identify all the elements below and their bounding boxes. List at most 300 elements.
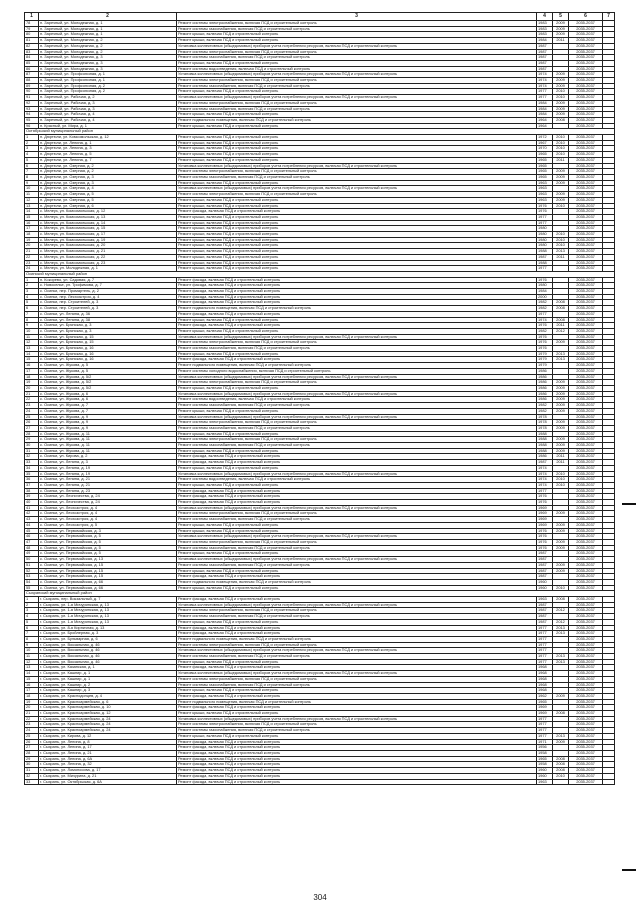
row-work-type: Ремонт системы водоотведения, включая ПСД и строительный контроль <box>177 397 537 403</box>
row-year-built: 1974 <box>537 317 553 323</box>
row-address: с. Осинки, ул. Жукова, д. 5/2 <box>39 374 177 380</box>
row-work-type: Ремонт системы газоснабжения, включая ПСД и строительный контроль <box>177 83 537 89</box>
row-year-built: 1977 <box>537 266 553 272</box>
row-address: п. Заречный, ул. Рабочая, д. 4 <box>39 112 177 118</box>
row-planned-period: 2035-2037 <box>569 146 603 152</box>
row-number: 44 <box>25 522 39 528</box>
row-work-type: Ремонт фасада, включая ПСД и строительный контроль <box>177 756 537 762</box>
row-number: 8 <box>25 636 39 642</box>
row-work-type: Ремонт системы газоснабжения, включая ПСД и строительный контроль <box>177 562 537 568</box>
row-year-built: 1965 <box>537 174 553 180</box>
row-year-built: 1965 <box>537 163 553 169</box>
row-address: с. Осинки, ул. Первомайская, д. 5 <box>39 545 177 551</box>
row-planned-period: 2035-2037 <box>569 340 603 346</box>
row-year-repair: 2008 <box>553 762 569 768</box>
row-work-type: Установка коллективных (общедомовых) приборов учета потребления ресурсов, включая ПСД и строительный контроль <box>177 186 537 192</box>
row-work-type: Ремонт фасада, включая ПСД и строительный контроль <box>177 762 537 768</box>
row-planned-period: 2035-2037 <box>569 414 603 420</box>
row-year-built: 1982 <box>537 306 553 312</box>
row-year-repair: 2013 <box>553 659 569 665</box>
row-year-repair: 2010 <box>553 146 569 152</box>
row-address: с. Осинки, ул. Жукова, д. 6 <box>39 397 177 403</box>
row-address: с. Осинки, пер. Лесхозстроя, д. 4 <box>39 294 177 300</box>
row-year-repair: 2012 <box>553 608 569 614</box>
row-planned-period: 2035-2037 <box>569 722 603 728</box>
row-address: п. Дюртюли, ул. Озерная, д. 5 <box>39 197 177 203</box>
row-year-built: 1971 <box>537 739 553 745</box>
row-work-type: Ремонт крыши, включая ПСД и строительный контроль <box>177 249 537 255</box>
row-work-type: Ремонт подвального помещения, включая ПСД и строительный контроль <box>177 363 537 369</box>
row-year-built: 1977 <box>537 214 553 220</box>
row-planned-period: 2035-2037 <box>569 32 603 38</box>
row-planned-period: 2035-2037 <box>569 654 603 660</box>
row-work-type: Ремонт подвального помещения, включая ПСД и строительный контроль <box>177 306 537 312</box>
row-planned-period: 2035-2037 <box>569 374 603 380</box>
row-number: 33 <box>25 460 39 466</box>
row-work-type: Ремонт системы газоснабжения, включая ПСД и строительный контроль <box>177 106 537 112</box>
row-year-built: 1979 <box>537 351 553 357</box>
row-year-built: 1958 <box>537 762 553 768</box>
row-year-repair: 2010 <box>553 95 569 101</box>
row-address: г. Сызрань, ул. Вокзальная, д. 46 <box>39 659 177 665</box>
row-address: г. Сызрань, ул. Ленина, д. 21 <box>39 751 177 757</box>
row-work-type: Ремонт системы электроснабжения, включая ПСД и строительный контроль <box>177 192 537 198</box>
row-planned-period: 2035-2037 <box>569 21 603 27</box>
row-year-repair: 2009 <box>553 112 569 118</box>
row-year-repair: 2008 <box>553 756 569 762</box>
row-address: с. Осинки, ул. Брянская, д. 16 <box>39 351 177 357</box>
row-year-built: 1987 <box>537 568 553 574</box>
row-planned-period: 2035-2037 <box>569 357 603 363</box>
row-year-built: 1987 <box>537 562 553 568</box>
row-number: 47 <box>25 539 39 545</box>
row-number: 26 <box>25 739 39 745</box>
row-address: с. Осинки, ул. Жукова, д. 5/2 <box>39 386 177 392</box>
row-planned-period: 2035-2037 <box>569 500 603 506</box>
row-number: 89 <box>25 83 39 89</box>
row-planned-period: 2035-2037 <box>569 471 603 477</box>
row-address: г. Сызрань, ул. 1-я Мичуринская, д. 13 <box>39 608 177 614</box>
row-planned-period: 2035-2037 <box>569 551 603 557</box>
row-year-built: 1987 <box>537 574 553 580</box>
row-planned-period: 2035-2037 <box>569 203 603 209</box>
row-planned-period: 2035-2037 <box>569 608 603 614</box>
row-number: 2 <box>25 140 39 146</box>
row-planned-period: 2035-2037 <box>569 568 603 574</box>
row-work-type: Ремонт фасада, включая ПСД и строительный контроль <box>177 705 537 711</box>
row-planned-period: 2035-2037 <box>569 83 603 89</box>
row-address: с. Осинки, ул. Лесничества, д. 24 <box>39 494 177 500</box>
row-year-built: 1960 <box>537 585 553 591</box>
row-planned-period: 2035-2037 <box>569 106 603 112</box>
row-address: п. Дюртюли, ул. Ленина, д. 7 <box>39 157 177 163</box>
row-number: 27 <box>25 745 39 751</box>
row-year-built: 1964 <box>537 117 553 123</box>
page-number: 304 <box>313 893 327 902</box>
row-year-repair: 2009 <box>553 522 569 528</box>
row-planned-period: 2035-2037 <box>569 465 603 471</box>
row-address: г. Сызрань, ул. Красноармейская, д. 24 <box>39 716 177 722</box>
row-planned-period: 2035-2037 <box>569 505 603 511</box>
row-planned-period: 2035-2037 <box>569 72 603 78</box>
row-address: с. Осинки, ул. Жукова, д. 7 <box>39 403 177 409</box>
row-year-repair: 2009 <box>553 380 569 386</box>
row-planned-period: 2035-2037 <box>569 49 603 55</box>
row-year-repair: 2010 <box>553 203 569 209</box>
row-year-built: 1982 <box>537 408 553 414</box>
row-work-type: Ремонт фасада, включая ПСД и строительный контроль <box>177 779 537 785</box>
row-number: 9 <box>25 642 39 648</box>
row-number: 21 <box>25 391 39 397</box>
row-year-repair: 2008 <box>553 317 569 323</box>
row-work-type: Ремонт крыши, включая ПСД и строительный контроль <box>177 733 537 739</box>
row-planned-period: 2035-2037 <box>569 306 603 312</box>
row-year-built: 1986 <box>537 397 553 403</box>
row-planned-period: 2035-2037 <box>569 534 603 540</box>
row-year-built: 1977 <box>537 654 553 660</box>
row-address: с. Осинки, ул. Брянская, д. 3 <box>39 323 177 329</box>
row-number: 51 <box>25 562 39 568</box>
row-planned-period: 2035-2037 <box>569 197 603 203</box>
row-number: 24 <box>25 408 39 414</box>
row-number: 96 <box>25 123 39 129</box>
row-address: с. Осинки, ул. Жукова, д. 5 <box>39 368 177 374</box>
row-address: с. Мелеуз, ул. Комсомольская, д. 14 <box>39 220 177 226</box>
row-work-type: Ремонт фасада, включая ПСД и строительный контроль <box>177 209 537 215</box>
row-planned-period: 2035-2037 <box>569 135 603 141</box>
row-year-repair: 2009 <box>553 78 569 84</box>
row-year-built: 1974 <box>537 465 553 471</box>
row-year-built: 1986 <box>537 386 553 392</box>
row-work-type: Ремонт фасада, включая ПСД и строительный контроль <box>177 773 537 779</box>
row-work-type: Ремонт системы газоснабжения, включая ПСД и строительный контроль <box>177 614 537 620</box>
row-planned-period: 2035-2037 <box>569 602 603 608</box>
row-work-type: Ремонт системы электроснабжения, включая ПСД и строительный контроль <box>177 722 537 728</box>
row-address: с. Мелеуз, ул. Комсомольская, д. 21 <box>39 249 177 255</box>
row-planned-period: 2035-2037 <box>569 351 603 357</box>
row-work-type: Ремонт крыши, включая ПСД и строительный контроль <box>177 448 537 454</box>
row-number: 29 <box>25 437 39 443</box>
row-year-built: 1967 <box>537 140 553 146</box>
row-address: с. Мелеуз, ул. Комсомольская, д. 23 <box>39 260 177 266</box>
row-number: 48 <box>25 545 39 551</box>
row-address: г. Сызрань, ул. Вокзальная, д. 46 <box>39 648 177 654</box>
row-year-built: 1976 <box>537 539 553 545</box>
row-work-type: Ремонт системы газоснабжения, включая ПСД и строительный контроль <box>177 174 537 180</box>
row-year-built: 1979 <box>537 357 553 363</box>
row-work-type: Ремонт системы электроснабжения, включая ПСД и строительный контроль <box>177 21 537 27</box>
row-planned-period: 2035-2037 <box>569 334 603 340</box>
row-number: 12 <box>25 340 39 346</box>
row-year-repair: 2009 <box>553 72 569 78</box>
row-year-built: 1977 <box>537 728 553 734</box>
row-year-repair: 2013 <box>553 654 569 660</box>
row-work-type: Ремонт крыши, включая ПСД и строительный контроль <box>177 266 537 272</box>
row-planned-period: 2035-2037 <box>569 585 603 591</box>
row-address: п. Заречный, ул. Молодежная, д. 3 <box>39 66 177 72</box>
row-address: с. Осинки, ул. Лесничества, д. 24 <box>39 500 177 506</box>
row-work-type: Ремонт крыши, включая ПСД и строительный контроль <box>177 123 537 129</box>
row-planned-period: 2035-2037 <box>569 243 603 249</box>
row-address: с. Осинки, ул. Жукова, д. 5/2 <box>39 380 177 386</box>
row-planned-period: 2035-2037 <box>569 522 603 528</box>
row-address: с. Осинки, ул. Лесхозстроя, д. 5 <box>39 522 177 528</box>
row-work-type: Ремонт фасада, включая ПСД и строительный контроль <box>177 357 537 363</box>
row-address: п. Заречный, ул. Молодежная, д. 3 <box>39 55 177 61</box>
row-work-type: Ремонт крыши, включая ПСД и строительный контроль <box>177 431 537 437</box>
row-work-type: Ремонт фасада, включая ПСД и строительный контроль <box>177 311 537 317</box>
row-year-built: 1977 <box>537 488 553 494</box>
row-planned-period: 2035-2037 <box>569 323 603 329</box>
row-work-type: Ремонт системы газоснабжения, включая ПСД и строительный контроль <box>177 55 537 61</box>
row-number: 12 <box>25 659 39 665</box>
row-address: с. Осинки, ул. Первомайская, д. 13 <box>39 557 177 563</box>
row-work-type: Ремонт системы газоснабжения, включая ПСД и строительный контроль <box>177 728 537 734</box>
row-year-built: 1987 <box>537 460 553 466</box>
row-planned-period: 2035-2037 <box>569 408 603 414</box>
row-address: с. Осинки, ул. Ленина, д. 19 <box>39 471 177 477</box>
row-work-type: Ремонт системы электроснабжения, включая ПСД и строительный контроль <box>177 78 537 84</box>
row-number: 83 <box>25 49 39 55</box>
section-title: Октябрьский муниципальный район <box>25 129 615 135</box>
row-work-type: Ремонт фасада, включая ПСД и строительный контроль <box>177 751 537 757</box>
row-address: г. Сызрань, ул. Кирова, д. 12 <box>39 733 177 739</box>
row-address: с. Мелеуз, ул. Молодежная, д. 1 <box>39 266 177 272</box>
row-work-type: Ремонт крыши, включая ПСД и строительный контроль <box>177 226 537 232</box>
row-planned-period: 2035-2037 <box>569 117 603 123</box>
row-work-type: Установка коллективных (общедомовых) приборов учета потребления ресурсов, включая ПСД и строительный контроль <box>177 648 537 654</box>
row-planned-period: 2035-2037 <box>569 226 603 232</box>
row-planned-period: 2035-2037 <box>569 517 603 523</box>
row-year-built: 1984 <box>537 289 553 295</box>
row-year-built: 1986 <box>537 391 553 397</box>
row-work-type: Ремонт системы газоснабжения, включая ПСД и строительный контроль <box>177 26 537 32</box>
row-number: 87 <box>25 72 39 78</box>
row-year-repair: 2009 <box>553 386 569 392</box>
row-planned-period: 2035-2037 <box>569 311 603 317</box>
row-address: г. Сызрань, ул. 1-я Мичуринская, д. 13 <box>39 614 177 620</box>
row-work-type: Установка коллективных (общедомовых) приборов учета потребления ресурсов, включая ПСД и строительный контроль <box>177 391 537 397</box>
row-planned-period: 2035-2037 <box>569 386 603 392</box>
row-planned-period: 2035-2037 <box>569 443 603 449</box>
row-number: 80 <box>25 32 39 38</box>
row-year-repair: 2008 <box>553 117 569 123</box>
row-year-repair: 2009 <box>553 528 569 534</box>
row-number: 3 <box>25 289 39 295</box>
row-number: 38 <box>25 488 39 494</box>
row-year-repair: 2009 <box>553 83 569 89</box>
row-planned-period: 2035-2037 <box>569 511 603 517</box>
row-address: г. Сызрань, ул. Красноармейская, д. 6 <box>39 699 177 705</box>
row-year-repair: 2009 <box>553 32 569 38</box>
row-work-type: Ремонт системы электроснабжения, включая ПСД и строительный контроль <box>177 676 537 682</box>
row-year-built: 1977 <box>537 733 553 739</box>
row-number: 1 <box>25 597 39 603</box>
row-number: 6 <box>25 163 39 169</box>
row-year-repair: 2013 <box>553 625 569 631</box>
row-planned-period: 2035-2037 <box>569 254 603 260</box>
row-year-built: 1977 <box>537 642 553 648</box>
row-number: 94 <box>25 112 39 118</box>
row-year-repair: 2010 <box>553 773 569 779</box>
row-number: 30 <box>25 443 39 449</box>
row-number: 10 <box>25 328 39 334</box>
row-work-type: Ремонт подвального помещения, включая ПСД и строительный контроль <box>177 636 537 642</box>
row-year-built: 1988 <box>537 431 553 437</box>
row-year-repair: 2012 <box>553 328 569 334</box>
row-planned-period: 2035-2037 <box>569 186 603 192</box>
row-planned-period: 2035-2037 <box>569 214 603 220</box>
row-number: 7 <box>25 169 39 175</box>
row-work-type: Ремонт крыши, включая ПСД и строительный контроль <box>177 386 537 392</box>
row-year-repair: 2010 <box>553 482 569 488</box>
row-work-type: Ремонт системы электроснабжения, включая ПСД и строительный контроль <box>177 539 537 545</box>
row-number: 31 <box>25 768 39 774</box>
row-work-type: Ремонт фасада, включая ПСД и строительный контроль <box>177 300 537 306</box>
row-address: г. Сызрань, ул. Ломоносова, д. 17 <box>39 768 177 774</box>
row-address: г. Сызрань, ул. Бульварная, д. 6 <box>39 636 177 642</box>
row-year-built: 1962 <box>537 693 553 699</box>
row-year-built: 1963 <box>537 779 553 785</box>
row-number: 95 <box>25 117 39 123</box>
row-work-type: Ремонт фасада, включая ПСД и строительный контроль <box>177 294 537 300</box>
row-work-type: Ремонт крыши, включая ПСД и строительный контроль <box>177 619 537 625</box>
row-address: с. Осинки, ул. Жукова, д. 9 <box>39 425 177 431</box>
margin-mark <box>622 869 636 871</box>
row-year-repair: 2009 <box>553 106 569 112</box>
row-year-built: 1982 <box>537 328 553 334</box>
row-year-repair: 2008 <box>553 768 569 774</box>
row-year-built: 1977 <box>537 220 553 226</box>
row-planned-period: 2035-2037 <box>569 699 603 705</box>
row-year-built: 1983 <box>537 21 553 27</box>
row-work-type: Ремонт крыши, включая ПСД и строительный контроль <box>177 214 537 220</box>
row-number: 25 <box>25 733 39 739</box>
row-year-built: 1976 <box>537 203 553 209</box>
row-number: 29 <box>25 756 39 762</box>
row-address: п. Заречный, ул. Рабочая, д. 4 <box>39 117 177 123</box>
row-work-type: Ремонт системы электроснабжения, включая ПСД и строительный контроль <box>177 420 537 426</box>
row-number: 81 <box>25 38 39 44</box>
row-address: с. Осинки, ул. Жукова, д. 11 <box>39 443 177 449</box>
row-year-repair: 2012 <box>553 619 569 625</box>
row-number: 19 <box>25 699 39 705</box>
row-year-built: 1976 <box>537 534 553 540</box>
row-work-type: Ремонт крыши, включая ПСД и строительный контроль <box>177 135 537 141</box>
row-work-type: Ремонт системы газоснабжения, включая ПСД и строительный контроль <box>177 682 537 688</box>
row-number: 36 <box>25 477 39 483</box>
row-work-type: Установка коллективных (общедомовых) приборов учета потребления ресурсов, включая ПСД и строительный контроль <box>177 716 537 722</box>
row-address: с. Осинки, ул. Первомайская, д. 66 <box>39 585 177 591</box>
row-year-built: 1977 <box>537 648 553 654</box>
row-number: 21 <box>25 249 39 255</box>
row-work-type: Ремонт фасада, включая ПСД и строительный контроль <box>177 574 537 580</box>
row-address: с. Осинки, ул. Брянская, д. 15 <box>39 340 177 346</box>
row-work-type: Ремонт системы газоснабжения, включая ПСД и строительный контроль <box>177 517 537 523</box>
row-year-built: 1970 <box>537 146 553 152</box>
row-number: 9 <box>25 323 39 329</box>
row-number: 93 <box>25 106 39 112</box>
row-year-repair: 2009 <box>553 448 569 454</box>
row-number: 22 <box>25 254 39 260</box>
row-number: 6 <box>25 625 39 631</box>
row-year-repair: 2009 <box>553 739 569 745</box>
row-year-built: 1976 <box>537 277 553 283</box>
row-work-type: Ремонт крыши, включая ПСД и строительный контроль <box>177 232 537 238</box>
row-planned-period: 2035-2037 <box>569 157 603 163</box>
row-number: 17 <box>25 226 39 232</box>
row-address: с. Осинки, ул. Первомайская, д. 15 <box>39 568 177 574</box>
row-number: 53 <box>25 574 39 580</box>
row-number: 18 <box>25 374 39 380</box>
row-address: г. Сызрань, ул. Красноармейская, д. 24 <box>39 722 177 728</box>
row-number: 82 <box>25 43 39 49</box>
row-address: п. Заречный, ул. Молодежная, д. 1 <box>39 32 177 38</box>
row-year-repair: 2009 <box>553 192 569 198</box>
row-year-built: 1980 <box>537 237 553 243</box>
row-work-type: Установка коллективных (общедомовых) приборов учета потребления ресурсов, включая ПСД и строительный контроль <box>177 414 537 420</box>
row-address: с. Мелеуз, ул. Комсомольская, д. 13 <box>39 214 177 220</box>
row-address: с. Осинки, ул. Первомайская, д. 5 <box>39 534 177 540</box>
row-planned-period: 2035-2037 <box>569 152 603 158</box>
row-address: п. Дюртюли, ул. Комсомольская, д. 12 <box>39 135 177 141</box>
header-col-6: 6 <box>569 13 603 21</box>
row-planned-period: 2035-2037 <box>569 403 603 409</box>
row-planned-period: 2035-2037 <box>569 739 603 745</box>
row-number: 12 <box>25 197 39 203</box>
row-address: с. Осинки, ул. Брянская, д. 16 <box>39 357 177 363</box>
row-address: п. Заречный, ул. Молодежная, д. 2 <box>39 49 177 55</box>
row-planned-period: 2035-2037 <box>569 317 603 323</box>
table-row <box>25 779 615 785</box>
row-work-type: Ремонт системы электроснабжения, включая ПСД и строительный контроль <box>177 380 537 386</box>
row-number: 78 <box>25 21 39 27</box>
row-planned-period: 2035-2037 <box>569 659 603 665</box>
row-number: 34 <box>25 465 39 471</box>
row-address: с. Осинки, ул. Ленина, д. 3 <box>39 460 177 466</box>
row-year-built: 1974 <box>537 72 553 78</box>
row-address: с. Осинки, ул. Ленина, д. 19 <box>39 465 177 471</box>
row-number: 8 <box>25 174 39 180</box>
row-number: 45 <box>25 528 39 534</box>
row-planned-period: 2035-2037 <box>569 733 603 739</box>
row-number: 25 <box>25 414 39 420</box>
row-planned-period: 2035-2037 <box>569 169 603 175</box>
row-work-type: Ремонт крыши, включая ПСД и строительный контроль <box>177 254 537 260</box>
row-year-built: 1984 <box>537 106 553 112</box>
row-work-type: Ремонт системы электроснабжения, включая ПСД и строительный контроль <box>177 169 537 175</box>
row-year-repair: 2009 <box>553 539 569 545</box>
row-year-built: 1979 <box>537 363 553 369</box>
row-planned-period: 2035-2037 <box>569 26 603 32</box>
row-year-repair: 2010 <box>553 135 569 141</box>
row-year-built: 1986 <box>537 368 553 374</box>
row-address: п. Дюртюли, ул. Озерная, д. 3 <box>39 180 177 186</box>
row-work-type: Установка коллективных (общедомовых) приборов учета потребления ресурсов, включая ПСД и строительный контроль <box>177 95 537 101</box>
row-work-type: Ремонт крыши, включая ПСД и строительный контроль <box>177 243 537 249</box>
row-address: г. Сызрань, ул. Ленина, д. 32 <box>39 762 177 768</box>
row-year-built: 1978 <box>537 414 553 420</box>
row-year-repair: 2011 <box>553 454 569 460</box>
row-planned-period: 2035-2037 <box>569 619 603 625</box>
row-planned-period: 2035-2037 <box>569 78 603 84</box>
row-year-repair: 2008 <box>553 300 569 306</box>
row-work-type: Ремонт крыши, включая ПСД и строительный контроль <box>177 237 537 243</box>
row-planned-period: 2035-2037 <box>569 209 603 215</box>
row-planned-period: 2035-2037 <box>569 773 603 779</box>
row-work-type: Ремонт крыши, включая ПСД и строительный контроль <box>177 528 537 534</box>
row-work-type: Ремонт крыши, включая ПСД и строительный контроль <box>177 89 537 95</box>
